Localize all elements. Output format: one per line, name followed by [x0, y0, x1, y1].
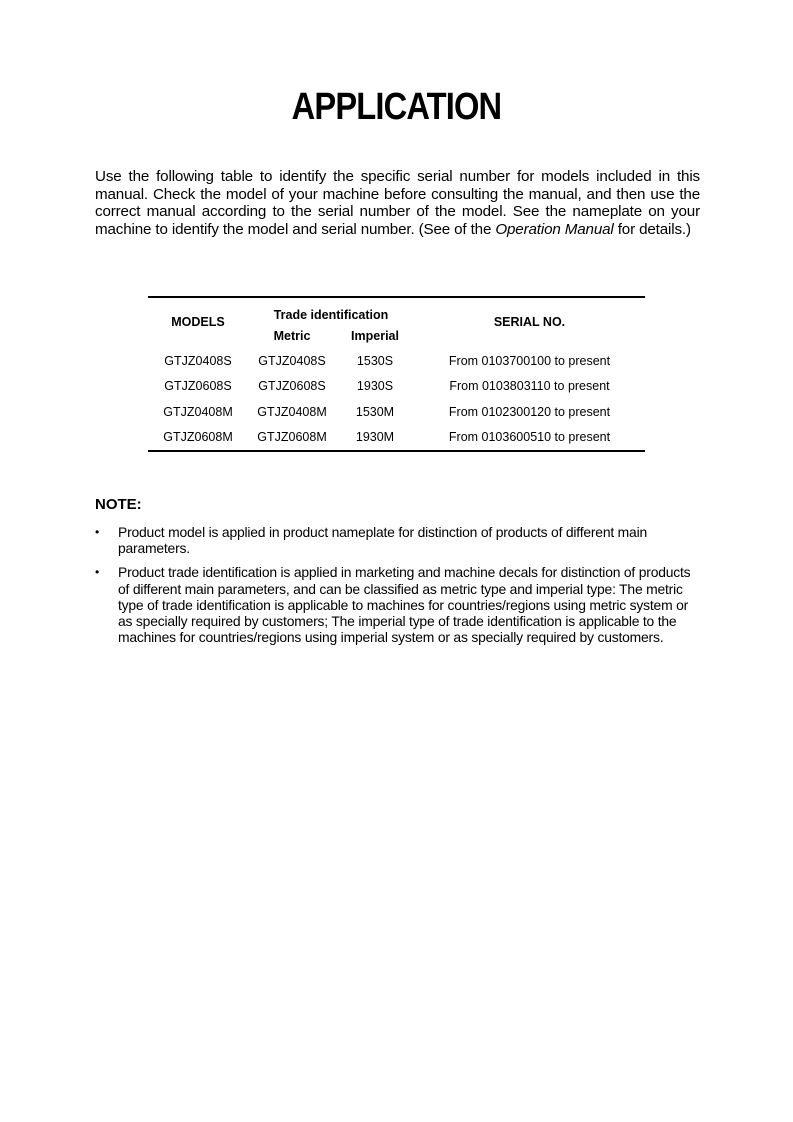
serial-number-table: [148, 296, 645, 452]
note-heading: NOTE:: [95, 496, 142, 513]
cell-metric: GTJZ0408M: [257, 404, 327, 419]
cell-imperial: 1530S: [356, 353, 394, 368]
table-row: [148, 425, 645, 452]
cell-serial: From 0103803110 to present: [449, 379, 610, 394]
cell-model: GTJZ0608S: [164, 379, 232, 394]
operation-manual-reference: Operation Manual: [495, 220, 614, 238]
header-imperial: Imperial: [351, 329, 399, 343]
table-row: [148, 348, 645, 374]
header-trade-identification: Trade identification: [273, 308, 389, 322]
bullet-icon: •: [95, 565, 100, 580]
note-list: [95, 524, 700, 653]
header-serial-no: SERIAL NO.: [493, 315, 566, 329]
serial-number-table-container: [148, 296, 645, 452]
intro-text: Use the following table to identify the specific serial number for models included in this manual. Check the model of your machine before consulting the manual, and then use the correct manual according to the serial number of the model. See the nameplate on your machine to identify the model and serial number. (See of the: [95, 168, 700, 238]
note-item: [95, 564, 700, 645]
intro-text-end: for details.): [613, 220, 691, 238]
table-row: [148, 374, 645, 400]
cell-model: GTJZ0408S: [164, 353, 232, 368]
header-models: MODELS: [171, 315, 225, 329]
cell-imperial: 1530M: [355, 404, 395, 419]
bullet-icon: •: [95, 525, 100, 539]
note-text: Product model is applied in product nameplate for distinction of products of different main parameters.: [118, 524, 647, 557]
cell-model: GTJZ0608M: [163, 430, 233, 445]
cell-model: GTJZ0408M: [163, 404, 233, 419]
note-text: Product trade identification is applied in marketing and machine decals for distinction of products of different main parameters, and can be classified as metric type and imperial type: The metric type of trade identification is applicable to machines for countries/regions using metric system or as specially required by customers; The imperial type of trade identification is applicable to the machines for countries/regions using imperial system or as specially required by customers.: [118, 564, 691, 646]
table-row: [148, 399, 645, 425]
cell-serial: From 0102300120 to present: [448, 404, 611, 419]
cell-metric: GTJZ0608S: [258, 379, 326, 394]
cell-serial: From 0103700100 to present: [448, 353, 611, 368]
cell-imperial: 1930M: [355, 430, 395, 445]
cell-metric: GTJZ0608M: [257, 430, 327, 445]
note-item: [95, 524, 700, 556]
table-header-row: [148, 297, 645, 324]
header-metric: Metric: [273, 329, 311, 343]
cell-metric: GTJZ0408S: [258, 353, 326, 368]
page-title: APPLICATION: [291, 86, 502, 128]
cell-serial: From 0103600510 to present: [448, 430, 611, 445]
cell-imperial: 1930S: [356, 379, 394, 394]
intro-paragraph: [95, 168, 700, 238]
